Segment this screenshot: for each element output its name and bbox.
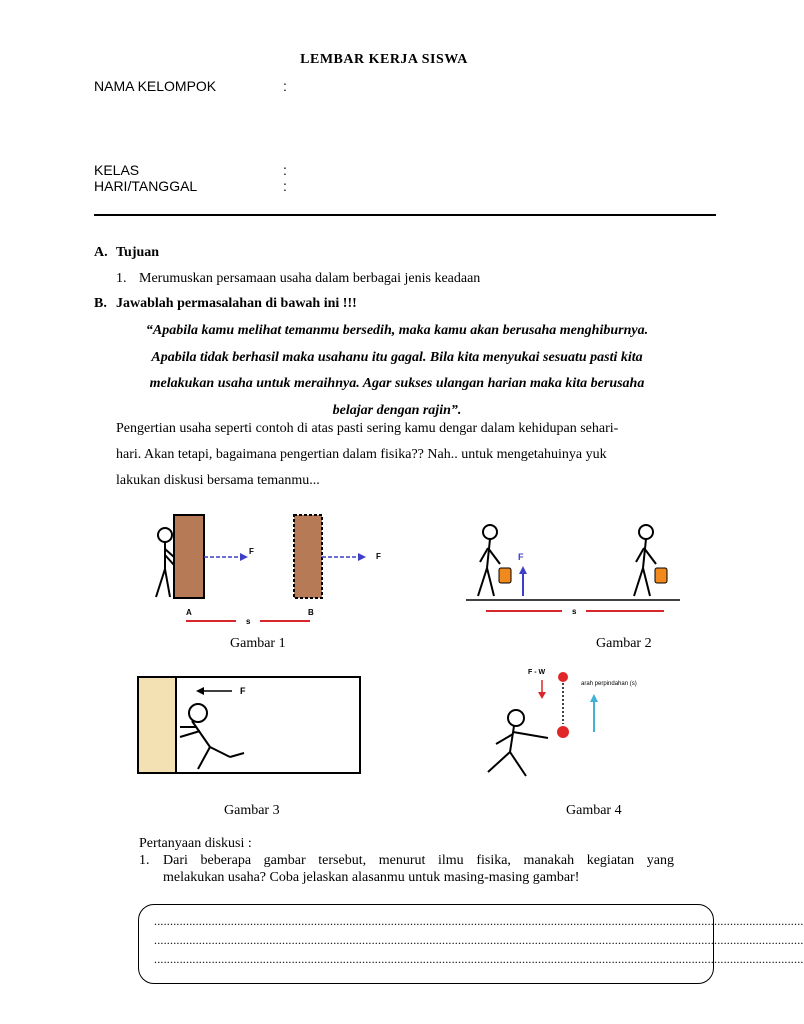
figure-4-caption: Gambar 4 — [566, 803, 622, 818]
quote-line: “Apabila kamu melihat temanmu bersedih, maka kamu akan berusaha menghiburnya. — [145, 323, 649, 338]
force-label: F — [518, 552, 524, 562]
point-b-label: B — [308, 608, 314, 617]
figure-1-illustration — [136, 505, 416, 633]
motivation-quote — [112, 318, 682, 424]
wall — [138, 677, 176, 773]
apple-bottom-icon — [557, 726, 569, 738]
apple-top-icon — [558, 672, 568, 682]
force-weight-label: F - W — [528, 669, 546, 676]
box-position-a — [174, 515, 204, 598]
throwing-person-icon — [488, 710, 548, 776]
figure-4-illustration — [466, 660, 678, 784]
page-title: LEMBAR KERJA SISWA — [300, 52, 468, 67]
figure-2-illustration — [456, 508, 718, 628]
answer-line-2[interactable]: ........................................................................................................................................................................................................... — [154, 933, 804, 947]
answer-line-1[interactable]: ........................................................................................................................................................................................................... — [154, 914, 804, 928]
section-a-item-text: Merumuskan persamaan usaha dalam berbagai jenis keadaan — [139, 271, 481, 286]
section-b-heading: Jawablah permasalahan di bawah ini !!! — [116, 296, 357, 311]
bucket-icon — [499, 568, 511, 583]
weight-arrowhead — [538, 692, 546, 699]
direction-label: arah perpindahan (s) — [581, 681, 637, 687]
paragraph-line: hari. Akan tetapi, bagaimana pengertian dalam fisika?? Nah.. untuk mengetahuinya yuk — [116, 447, 607, 462]
question-line-1: Dari beberapa gambar tersebut, menurut ilmu fisika, manakah kegiatan yang — [163, 853, 674, 868]
quote-line: melakukan usaha untuk meraihnya. Agar sukses ulangan harian maka kita berusaha — [149, 376, 645, 391]
question-number: 1. — [139, 853, 150, 868]
bucket-icon — [655, 568, 667, 583]
force-label: F — [240, 686, 246, 696]
paragraph-line: lakukan diskusi bersama temanmu... — [116, 473, 320, 488]
box-position-b — [294, 515, 322, 598]
kelas-label: KELAS — [94, 162, 140, 178]
intro-paragraph — [116, 416, 618, 494]
figure-3-illustration — [136, 675, 362, 775]
section-a-marker: A. — [94, 245, 108, 260]
displacement-arrowhead — [590, 694, 598, 702]
quote-line: belajar dengan rajin”. — [332, 402, 462, 418]
force-label-2: F — [376, 552, 381, 561]
point-a-label: A — [186, 608, 192, 617]
figure-3-caption: Gambar 3 — [224, 803, 280, 818]
kelas-colon: : — [283, 162, 287, 178]
discussion-heading: Pertanyaan diskusi : — [139, 836, 252, 851]
header-divider — [94, 214, 716, 216]
figure-2-caption: Gambar 2 — [596, 636, 652, 651]
section-a-item-number: 1. — [116, 271, 127, 286]
figure-1-caption: Gambar 1 — [230, 636, 286, 651]
question-line-2: melakukan usaha? Coba jelaskan alasanmu untuk masing-masing gambar! — [163, 870, 580, 885]
paragraph-line: Pengertian usaha seperti contoh di atas pasti sering kamu dengar dalam kehidupan sehari- — [116, 421, 619, 436]
force-label-1: F — [249, 547, 254, 556]
displacement-label: s — [246, 617, 251, 626]
nama-kelompok-label: NAMA KELOMPOK — [94, 78, 217, 94]
nama-kelompok-colon: : — [283, 78, 287, 94]
section-b-marker: B. — [94, 296, 107, 311]
answer-line-3[interactable]: ........................................................................................................................................................................................................... — [154, 952, 804, 966]
displacement-label: s — [572, 607, 577, 616]
section-a-heading: Tujuan — [116, 245, 160, 260]
hari-tanggal-colon: : — [283, 178, 287, 194]
hari-tanggal-label: HARI/TANGGAL — [94, 178, 198, 194]
quote-line: Apabila tidak berhasil maka usahanu itu gagal. Bila kita menyukai sesuatu pasti kita — [151, 349, 643, 365]
